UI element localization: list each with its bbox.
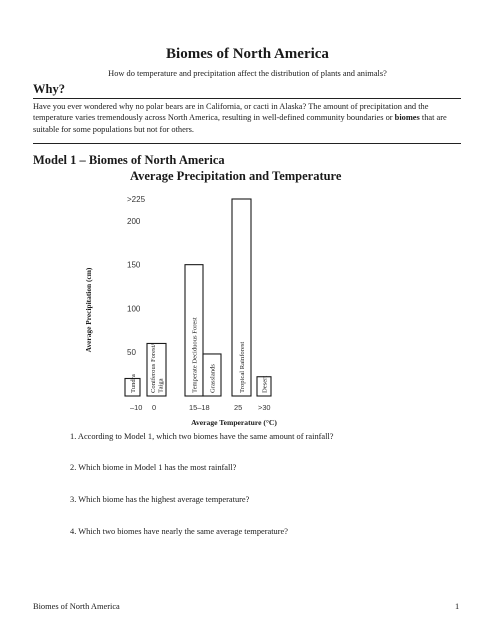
x-tick-label: 15–18 (189, 403, 210, 412)
y-tick-label: 150 (127, 260, 141, 270)
bar-label: Tundra (129, 374, 137, 393)
question-1: 1. According to Model 1, which two biomes have the same amount of rainfall? (70, 432, 334, 441)
why-bold-term: biomes (394, 113, 420, 123)
model-subheading: Average Precipitation and Temperature (130, 169, 342, 183)
page-title: Biomes of North America (166, 46, 329, 62)
bar-label: Desert (261, 375, 269, 393)
bar-label: Grasslands (209, 364, 217, 393)
why-text-start: Have you ever wondered why no polar bears are in California, or cacti in Alaska? The amount of precipitation and the temperature varies tremendously across North America, resulting in well-defined community boundaries or (33, 102, 429, 123)
question-4: 4. Which two biomes have nearly the same average temperature? (70, 527, 288, 536)
x-tick-label: 25 (234, 403, 243, 412)
page-number: 1 (455, 602, 460, 611)
why-heading: Why? (33, 82, 65, 96)
y-tick-label: >225 (127, 195, 146, 204)
page-subtitle: How do temperature and precipitation affect the distribution of plants and animals? (108, 69, 387, 78)
y-axis-label: Average Precipitation (cm) (84, 267, 93, 353)
question-3: 3. Which biome has the highest average temperature? (70, 495, 250, 504)
question-2: 2. Which biome in Model 1 has the most rainfall? (70, 463, 237, 472)
y-tick-label: 50 (127, 348, 136, 358)
bar-label: Tropical Rainforest (238, 341, 246, 393)
x-tick-label: 0 (152, 403, 157, 412)
model-heading: Model 1 – Biomes of North America (33, 153, 225, 167)
bar-label: Coniferous Forest/Taiga (149, 343, 165, 393)
x-tick-label: –10 (130, 403, 143, 412)
x-axis-label: Average Temperature (°C) (191, 418, 277, 427)
y-tick-label: 200 (127, 216, 141, 226)
x-tick-label: >30 (258, 403, 271, 412)
why-text-end: that are suitable for some populations but not for others. (33, 113, 447, 134)
bar-label: Temperate Deciduous Forest (191, 317, 199, 393)
footer-title: Biomes of North America (33, 602, 120, 611)
y-tick-label: 100 (127, 304, 141, 314)
